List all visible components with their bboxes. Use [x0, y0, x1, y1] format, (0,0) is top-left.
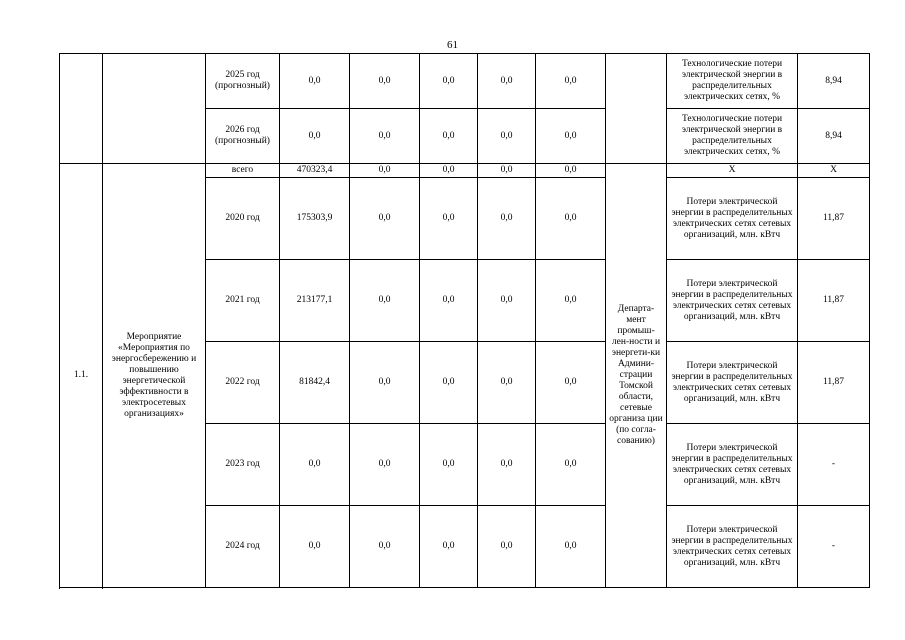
indicator-value-cell: -	[798, 424, 870, 506]
value-cell: 0,0	[350, 109, 420, 164]
year-cell: всего	[206, 164, 280, 178]
total-cell: 0,0	[280, 424, 350, 506]
value-cell: 0,0	[420, 342, 478, 424]
value-cell: 0,0	[420, 178, 478, 260]
value-cell: 0,0	[478, 164, 536, 178]
value-cell: 0,0	[350, 54, 420, 109]
indicator-cell: Х	[667, 164, 798, 178]
value-cell: 0,0	[478, 109, 536, 164]
value-cell: 0,0	[420, 109, 478, 164]
value-cell: 0,0	[350, 260, 420, 342]
value-cell: 0,0	[536, 109, 606, 164]
value-cell: 0,0	[420, 164, 478, 178]
total-cell: 213177,1	[280, 260, 350, 342]
total-cell: 175303,9	[280, 178, 350, 260]
budget-table	[59, 53, 870, 588]
indicator-value-cell: 8,94	[798, 109, 870, 164]
indicator-value-cell: 11,87	[798, 342, 870, 424]
year-cell: 2023 год	[206, 424, 280, 506]
year-cell: 2025 год (прогнозный)	[206, 54, 280, 109]
value-cell: 0,0	[350, 178, 420, 260]
value-cell: 0,0	[478, 506, 536, 588]
indicator-cell: Технологические потери электрической энергии в распределительных электрических сетях, %	[667, 109, 798, 164]
indicator-value-cell: 8,94	[798, 54, 870, 109]
year-cell: 2021 год	[206, 260, 280, 342]
value-cell: 0,0	[420, 424, 478, 506]
value-cell: 0,0	[478, 424, 536, 506]
value-cell: 0,0	[350, 424, 420, 506]
value-cell: 0,0	[420, 506, 478, 588]
indicator-cell: Потери электрической энергии в распределительных электрических сетях сетевых организаций, млн. кВтч	[667, 506, 798, 588]
year-cell: 2022 год	[206, 342, 280, 424]
total-cell: 470323,4	[280, 164, 350, 178]
value-cell: 0,0	[478, 260, 536, 342]
year-cell: 2024 год	[206, 506, 280, 588]
value-cell: 0,0	[478, 342, 536, 424]
indicator-cell: Потери электрической энергии в распределительных электрических сетях сетевых организаций, млн. кВтч	[667, 342, 798, 424]
indicator-value-cell: 11,87	[798, 178, 870, 260]
value-cell: 0,0	[350, 506, 420, 588]
measure-number: 1.1.	[60, 164, 103, 588]
value-cell: 0,0	[536, 164, 606, 178]
value-cell: 0,0	[536, 342, 606, 424]
empty-number-cell	[60, 54, 103, 164]
empty-name-cell	[103, 54, 206, 164]
table-row	[60, 164, 870, 178]
year-cell: 2026 год (прогнозный)	[206, 109, 280, 164]
value-cell: 0,0	[536, 260, 606, 342]
indicator-cell: Потери электрической энергии в распределительных электрических сетях сетевых организаций, млн. кВтч	[667, 424, 798, 506]
page-number: 61	[447, 39, 458, 51]
indicator-cell: Технологические потери электрической энергии в распределительных электрических сетях, %	[667, 54, 798, 109]
indicator-value-cell: Х	[798, 164, 870, 178]
total-cell: 0,0	[280, 109, 350, 164]
value-cell: 0,0	[478, 178, 536, 260]
table-row	[60, 54, 870, 109]
year-cell: 2020 год	[206, 178, 280, 260]
indicator-value-cell: -	[798, 506, 870, 588]
value-cell: 0,0	[478, 54, 536, 109]
empty-executor-cell	[606, 54, 667, 164]
total-cell: 0,0	[280, 54, 350, 109]
indicator-cell: Потери электрической энергии в распределительных электрических сетях сетевых организаций, млн. кВтч	[667, 178, 798, 260]
indicator-value-cell: 11,87	[798, 260, 870, 342]
value-cell: 0,0	[350, 342, 420, 424]
total-cell: 81842,4	[280, 342, 350, 424]
value-cell: 0,0	[420, 260, 478, 342]
executor-cell: Департа-мент промыш-лен-ности и энергети-ки Админи-страции Томской области, сетевые организа ции (по согла-сованию)	[606, 164, 667, 588]
value-cell: 0,0	[536, 54, 606, 109]
value-cell: 0,0	[536, 506, 606, 588]
value-cell: 0,0	[420, 54, 478, 109]
indicator-cell: Потери электрической энергии в распределительных электрических сетях сетевых организаций, млн. кВтч	[667, 260, 798, 342]
total-cell: 0,0	[280, 506, 350, 588]
value-cell: 0,0	[536, 424, 606, 506]
value-cell: 0,0	[536, 178, 606, 260]
measure-name: Мероприятие «Мероприятия по энергосбережению и повышению энергетической эффективности в электросетевых организациях»	[103, 164, 206, 588]
value-cell: 0,0	[350, 164, 420, 178]
